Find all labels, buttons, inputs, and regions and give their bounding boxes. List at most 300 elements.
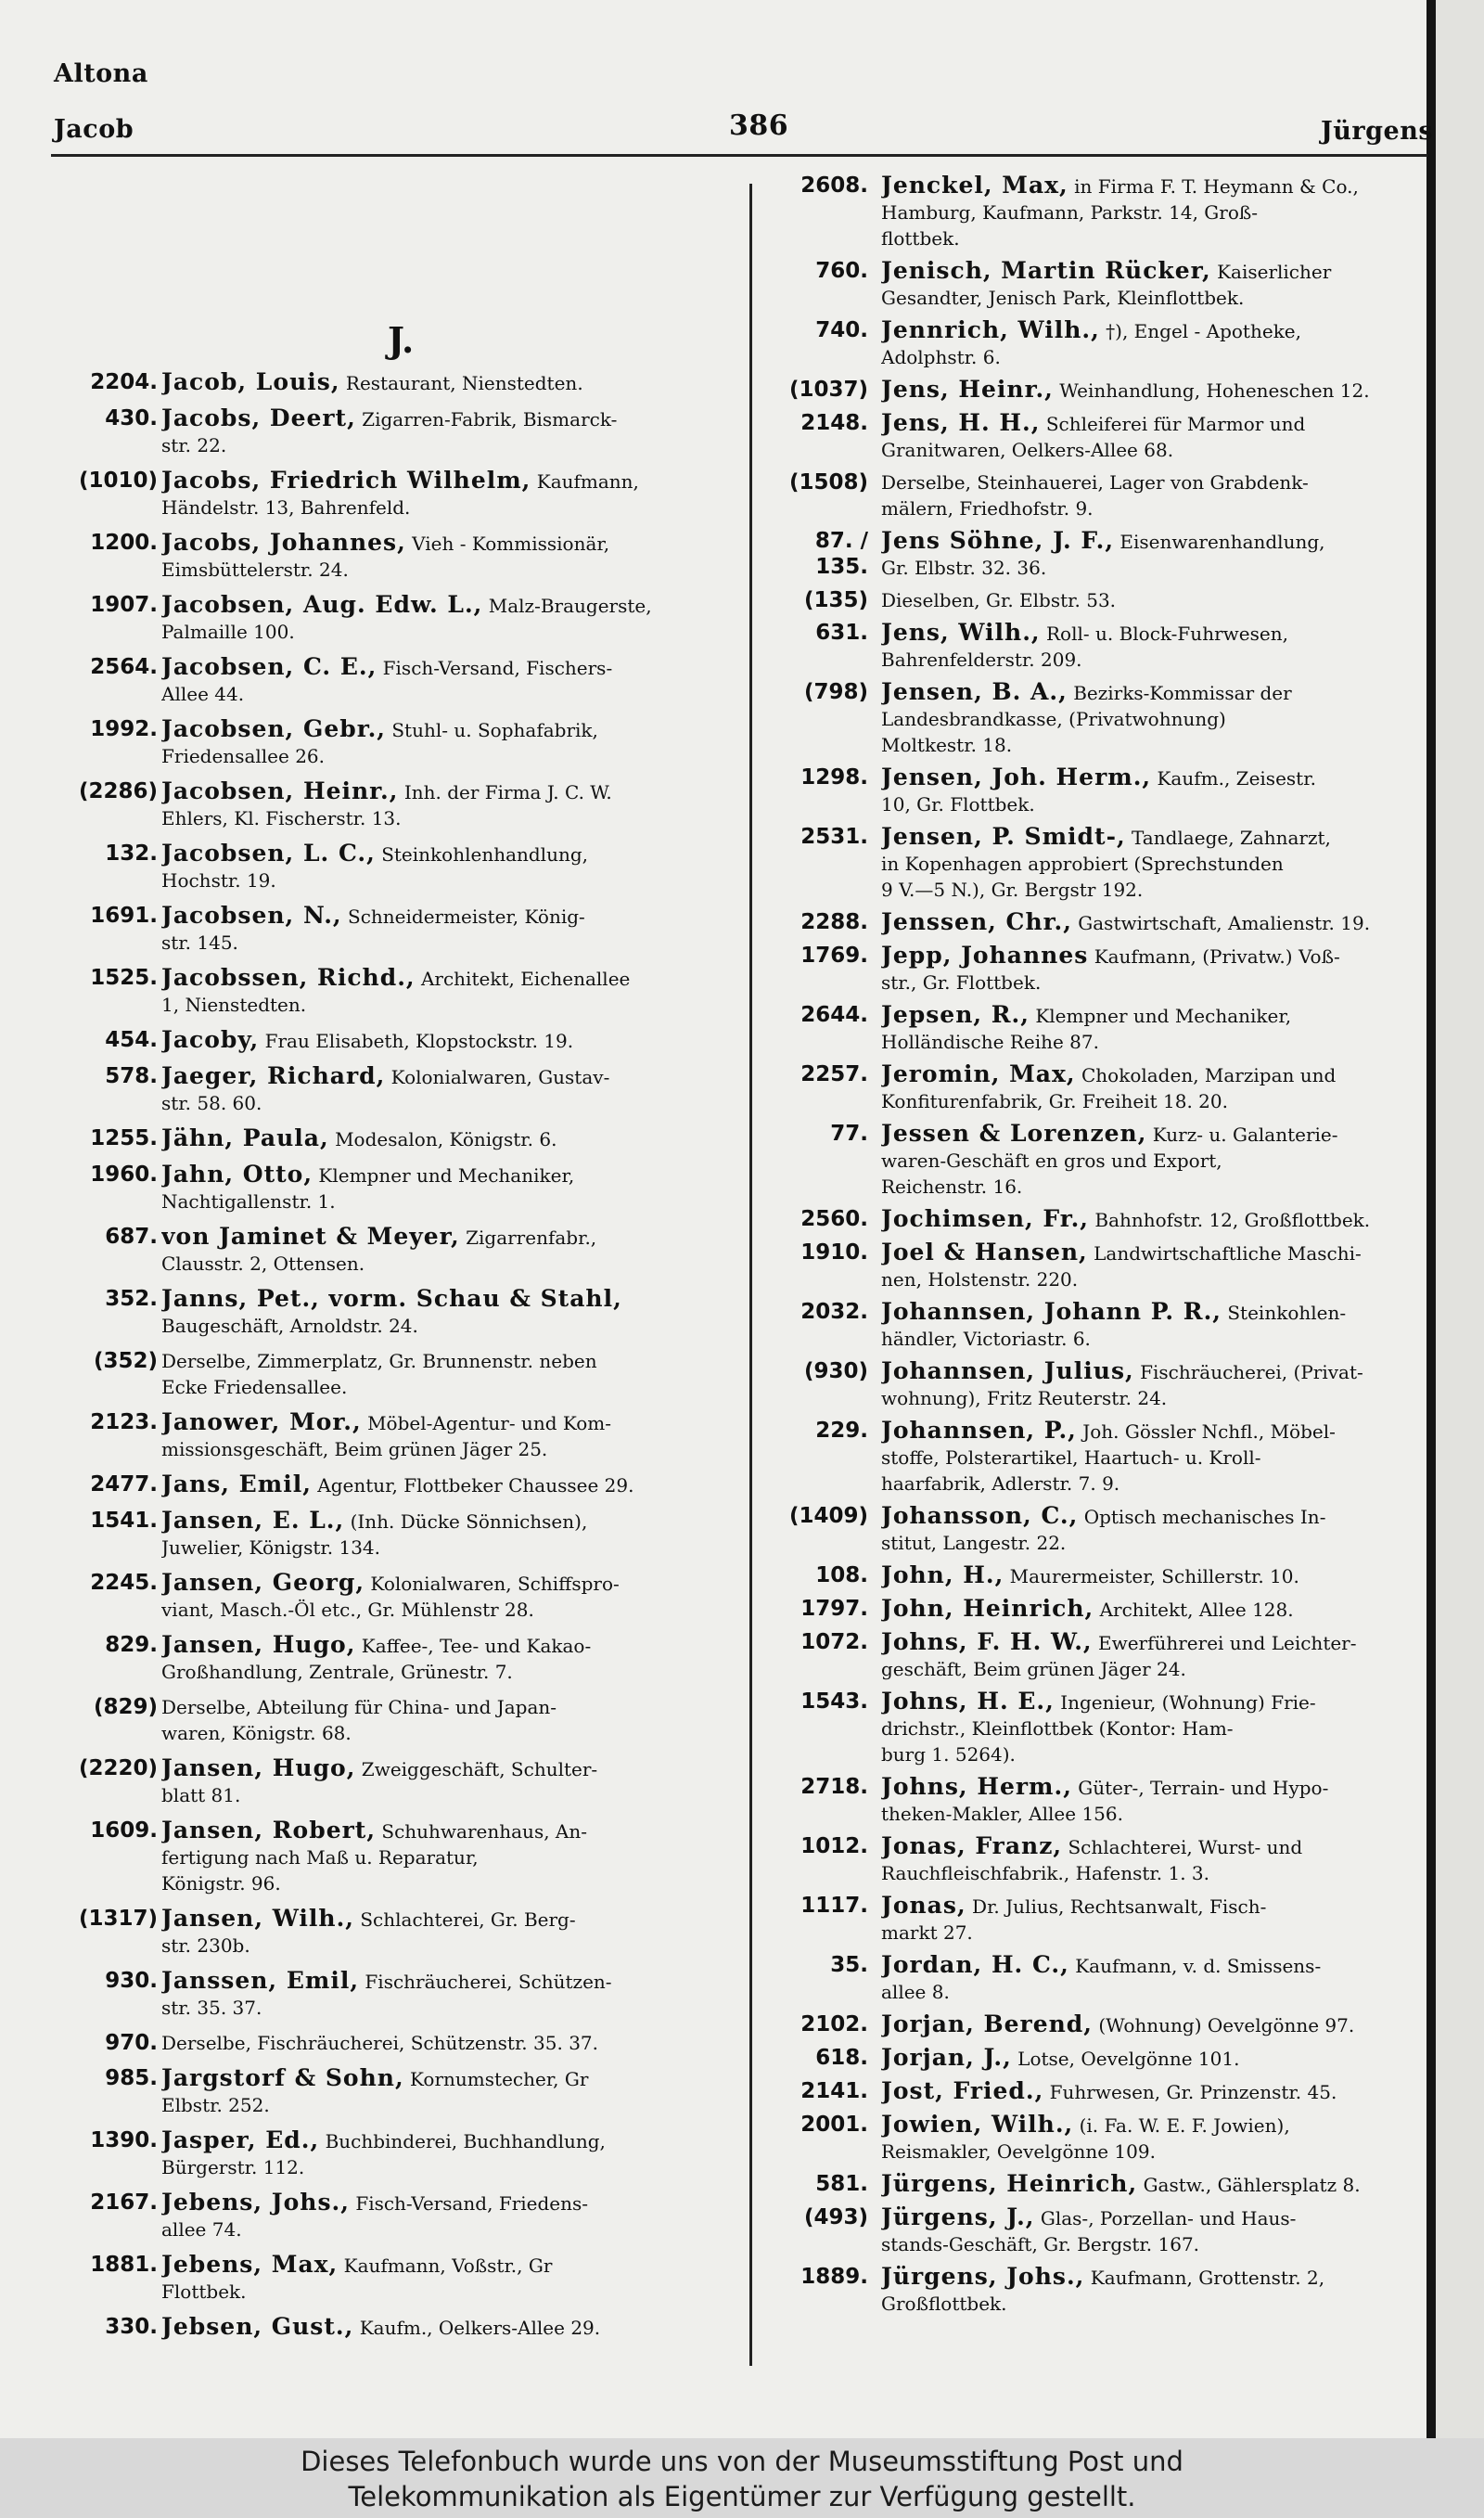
directory-entry [772, 377, 1432, 404]
entry-continuation: Friedensallee 26. [161, 745, 326, 767]
entry-text [881, 469, 1432, 521]
entry-first-line [881, 317, 1432, 344]
phone-number: 1390. [90, 2128, 158, 2152]
entry-detail: Fisch-Versand, Fischers- [382, 657, 613, 679]
phone-number: 1691. [90, 904, 158, 928]
entry-continuation: Juwelier, Königstr. 134. [161, 1536, 380, 1559]
entry-first-line [161, 654, 740, 681]
entry-detail: Kolonialwaren, Schiffspro- [370, 1573, 620, 1595]
entry-first-line [161, 2252, 740, 2279]
subscriber-name: Jens, H. H., [881, 410, 1041, 436]
directory-entry [772, 1893, 1432, 1946]
entry-continuation: Rauchfleischfabrik., Hafenstr. 1. 3. [881, 1862, 1209, 1884]
footer-line-2: Telekommunikation als Eigentümer zur Verfügung gestellt. [348, 2481, 1136, 2512]
directory-entry [56, 716, 740, 769]
phone-number: 1117. [800, 1894, 868, 1918]
phone-number: 760. [815, 259, 868, 283]
entry-text [161, 1755, 740, 1808]
phone-number: 108. [815, 1563, 868, 1587]
subscriber-name: Jebens, Max, [161, 2252, 339, 2278]
phone-number: 132. [105, 841, 158, 866]
entry-detail: Architekt, Allee 128. [1099, 1599, 1294, 1621]
entry-text [881, 1833, 1432, 1886]
entry-text [881, 377, 1432, 404]
directory-entry [56, 369, 740, 396]
phone-number: (493) [803, 2205, 868, 2229]
left-column [56, 369, 740, 2350]
entry-continuation: allee 74. [161, 2218, 242, 2241]
subscriber-name: Jacobsen, L. C., [161, 841, 376, 867]
entry-detail: Restaurant, Nienstedten. [345, 372, 583, 394]
entry-first-line [161, 1224, 740, 1251]
section-letter: J. [388, 319, 415, 361]
entry-detail: Derselbe, Fischräucherei, Schützenstr. 35. 37. [161, 2032, 598, 2054]
entry-text [881, 909, 1432, 936]
entry-first-line [161, 1818, 740, 1844]
phone-number: 35. [830, 1953, 868, 1977]
directory-entry [56, 654, 740, 707]
entry-detail: Kaufmann, Grottenstr. 2, [1090, 2267, 1325, 2289]
entry-first-line [881, 1562, 1432, 1589]
phone-number: 1200. [90, 531, 158, 555]
entry-continuation: Elbstr. 252. [161, 2094, 270, 2116]
entry-first-line [161, 2314, 740, 2341]
subscriber-name: Jepp, Johannes [881, 943, 1089, 969]
directory-entry [56, 965, 740, 1018]
directory-entry [56, 1471, 740, 1498]
entry-first-line [161, 468, 740, 495]
subscriber-name: Jahn, Otto, [161, 1162, 313, 1188]
subscriber-name: Jorjan, J., [881, 2045, 1012, 2071]
entry-text [161, 530, 740, 583]
entry-detail: (i. Fa. W. E. F. Jowien), [1079, 2114, 1290, 2137]
entry-continuation: Palmaille 100. [161, 621, 295, 643]
entry-continuation: Clausstr. 2, Ottensen. [161, 1253, 365, 1275]
subscriber-name: Jacobsen, Gebr., [161, 716, 386, 742]
subscriber-name: Jonas, Franz, [881, 1833, 1063, 1859]
directory-entry [56, 841, 740, 893]
directory-entry [772, 528, 1432, 581]
entry-continuation: Landesbrandkasse, (Privatwohnung) [881, 708, 1226, 730]
entry-continuation: allee 8. [881, 1981, 950, 2003]
entry-first-line [161, 1471, 740, 1498]
directory-entry [56, 2190, 740, 2242]
entry-first-line [161, 369, 740, 396]
entry-detail: Fuhrwesen, Gr. Prinzenstr. 45. [1049, 2081, 1337, 2103]
entry-first-line [161, 1968, 740, 1995]
phone-number: 2531. [800, 825, 868, 849]
directory-entry [772, 1358, 1432, 1411]
entry-detail: Zigarrenfabr., [466, 1227, 597, 1249]
phone-number: (1317) [78, 1907, 158, 1931]
entry-detail: Dieselben, Gr. Elbstr. 53. [881, 589, 1117, 611]
phone-number: 985. [105, 2066, 158, 2090]
entry-first-line [881, 173, 1432, 199]
directory-entry [772, 2264, 1432, 2317]
entry-first-line [161, 1125, 740, 1152]
phone-number: 2123. [90, 1410, 158, 1434]
entry-text [161, 2127, 740, 2180]
phone-number: 1910. [800, 1240, 868, 1265]
subscriber-name: Jansen, Hugo, [161, 1755, 356, 1781]
subscriber-name: Johansson, C., [881, 1503, 1079, 1529]
subscriber-name: Jacobs, Deert, [161, 405, 356, 431]
directory-entry [772, 2171, 1432, 2198]
entry-continuation: in Kopenhagen approbiert (Sprechstunden [881, 853, 1284, 875]
directory-entry [772, 1299, 1432, 1352]
entry-text [161, 1632, 740, 1685]
phone-number: 2204. [90, 370, 158, 394]
entry-first-line [881, 2045, 1432, 2072]
entry-continuation: Hamburg, Kaufmann, Parkstr. 14, Groß- [881, 201, 1259, 224]
entry-continuation: Großflottbek. [881, 2293, 1007, 2315]
entry-first-line [881, 1358, 1432, 1385]
entry-text [881, 1002, 1432, 1055]
entry-first-line [881, 1596, 1432, 1623]
entry-first-line [161, 1348, 740, 1374]
entry-detail: Steinkohlenhandlung, [381, 843, 588, 866]
entry-detail: Klempner und Mechaniker, [1035, 1005, 1292, 1027]
phone-number: (1409) [788, 1504, 868, 1528]
subscriber-name: Jacobs, Johannes, [161, 530, 406, 556]
subscriber-name: Jargstorf & Sohn, [161, 2065, 404, 2091]
directory-entry [56, 405, 740, 458]
entry-text [881, 410, 1432, 463]
entry-first-line [881, 679, 1432, 706]
entry-first-line [161, 1694, 740, 1720]
entry-continuation: Bahrenfelderstr. 209. [881, 649, 1082, 671]
directory-entry [56, 2030, 740, 2056]
directory-entry [772, 2078, 1432, 2105]
entry-first-line [881, 2011, 1432, 2038]
phone-number: 2560. [800, 1207, 868, 1231]
entry-continuation: str. 35. 37. [161, 1997, 262, 2019]
phone-number: 2288. [800, 910, 868, 934]
entry-continuation: geschäft, Beim grünen Jäger 24. [881, 1658, 1186, 1680]
entry-text [881, 2045, 1432, 2072]
entry-detail: Eisenwarenhandlung, [1119, 531, 1325, 553]
subscriber-name: Johannsen, P., [881, 1418, 1077, 1444]
entry-text [881, 1299, 1432, 1352]
entry-detail: Kaufm., Zeisestr. [1157, 767, 1316, 790]
entry-detail: Derselbe, Abteilung für China- und Japan- [161, 1696, 557, 1718]
entry-detail: †), Engel - Apotheke, [1106, 320, 1301, 342]
directory-entry [56, 2314, 740, 2341]
directory-entry [772, 1596, 1432, 1623]
entry-text [881, 1503, 1432, 1556]
entry-continuation: Adolphstr. 6. [881, 346, 1001, 368]
directory-entry [56, 1125, 740, 1152]
phone-number: 77. [830, 1122, 868, 1146]
entry-first-line [881, 377, 1432, 404]
phone-number: (135) [803, 588, 868, 612]
entry-continuation: flottbek. [881, 227, 960, 250]
entry-detail: Fischräucherei, Schützen- [365, 1971, 612, 1993]
subscriber-name: Jensen, Joh. Herm., [881, 764, 1152, 790]
directory-entry [56, 1409, 740, 1462]
entry-continuation: 9 V.—5 N.), Gr. Bergstr 192. [881, 879, 1144, 901]
phone-number: 454. [105, 1028, 158, 1052]
entry-text [881, 1206, 1432, 1233]
entry-continuation: Granitwaren, Oelkers-Allee 68. [881, 439, 1174, 461]
entry-text [881, 258, 1432, 311]
entry-detail: Derselbe, Zimmerplatz, Gr. Brunnenstr. neben [161, 1350, 597, 1372]
entry-detail: Bahnhofstr. 12, Großflottbek. [1094, 1209, 1371, 1231]
entry-continuation: str., Gr. Flottbek. [881, 971, 1042, 994]
entry-detail: Weinhandlung, Hoheneschen 12. [1059, 379, 1370, 402]
subscriber-name: Jansen, Wilh., [161, 1906, 354, 1932]
subscriber-name: Jens, Heinr., [881, 377, 1054, 403]
entry-first-line [881, 1833, 1432, 1860]
subscriber-name: Jenisch, Martin Rücker, [881, 258, 1211, 284]
subscriber-name: Jebsen, Gust., [161, 2314, 354, 2340]
entry-detail: Schlachterei, Gr. Berg- [360, 1908, 576, 1931]
entry-detail: Derselbe, Steinhauerei, Lager von Grabdenk- [881, 471, 1309, 494]
directory-entry [56, 1755, 740, 1808]
entry-text [161, 654, 740, 707]
entry-text [161, 2252, 740, 2305]
phone-number: (930) [803, 1359, 868, 1383]
footer-line-1: Dieses Telefonbuch wurde uns von der Museumsstiftung Post und [301, 2446, 1183, 2477]
entry-text [161, 778, 740, 831]
entry-text [881, 587, 1432, 613]
entry-continuation: fertigung nach Maß u. Reparatur, [161, 1846, 479, 1869]
entry-first-line [881, 528, 1432, 555]
entry-first-line [161, 2190, 740, 2216]
directory-entry [56, 1818, 740, 1896]
entry-text [881, 1240, 1432, 1292]
entry-detail: Schuhwarenhaus, An- [381, 1820, 588, 1843]
entry-continuation: viant, Masch.-Öl etc., Gr. Mühlenstr 28. [161, 1599, 534, 1621]
entry-text [161, 1818, 740, 1896]
entry-continuation: Königstr. 96. [161, 1872, 281, 1895]
directory-entry [772, 2011, 1432, 2038]
subscriber-name: Jorjan, Berend, [881, 2011, 1093, 2037]
directory-entry [56, 1224, 740, 1277]
subscriber-name: Jennrich, Wilh., [881, 317, 1100, 343]
subscriber-name: Jansen, Robert, [161, 1818, 377, 1844]
entry-first-line [881, 1503, 1432, 1530]
entry-continuation: stoffe, Polsterartikel, Haartuch- u. Kroll- [881, 1446, 1261, 1469]
entry-continuation: str. 145. [161, 931, 238, 954]
entry-first-line [881, 1240, 1432, 1266]
subscriber-name: Joel & Hansen, [881, 1240, 1088, 1265]
entry-first-line [161, 841, 740, 867]
entry-first-line [161, 2030, 740, 2056]
entry-text [161, 468, 740, 520]
subscriber-name: Jacobsen, Aug. Edw. L., [161, 592, 483, 618]
entry-detail: Güter-, Terrain- und Hypo- [1078, 1777, 1329, 1799]
entry-first-line [881, 1629, 1432, 1656]
directory-entry [772, 2204, 1432, 2257]
directory-entry [772, 620, 1432, 673]
entry-first-line [161, 1906, 740, 1933]
adjacent-page-edge [1426, 0, 1484, 2438]
directory-entry [772, 1774, 1432, 1827]
entry-text [161, 1471, 740, 1498]
entry-continuation: stitut, Langestr. 22. [881, 1532, 1067, 1554]
entry-continuation: Moltkestr. 18. [881, 734, 1013, 756]
entry-continuation: Ecke Friedensallee. [161, 1376, 348, 1398]
directory-entry [56, 1348, 740, 1400]
phone-number: (2286) [78, 779, 158, 803]
entry-detail: Zigarren-Fabrik, Bismarck- [362, 408, 618, 430]
page-number: 386 [729, 109, 789, 142]
subscriber-name: Jepsen, R., [881, 1002, 1030, 1028]
entry-continuation: wohnung), Fritz Reuterstr. 24. [881, 1387, 1168, 1409]
entry-first-line [881, 2078, 1432, 2105]
entry-first-line [881, 2204, 1432, 2231]
directory-entry [56, 1286, 740, 1339]
entry-continuation: 10, Gr. Flottbek. [881, 793, 1035, 816]
subscriber-name: Jenssen, Chr., [881, 909, 1072, 935]
entry-first-line [161, 1286, 740, 1313]
entry-continuation: markt 27. [881, 1921, 973, 1944]
phone-number: 2245. [90, 1571, 158, 1595]
entry-first-line [161, 2065, 740, 2092]
entry-detail: Vieh - Kommissionär, [412, 533, 610, 555]
entry-first-line [161, 2127, 740, 2154]
entry-text [881, 1629, 1432, 1682]
entry-continuation: 1, Nienstedten. [161, 994, 307, 1016]
entry-text [881, 2011, 1432, 2038]
directory-entry [56, 468, 740, 520]
subscriber-name: Jacobs, Friedrich Wilhelm, [161, 468, 531, 494]
entry-first-line [161, 1508, 740, 1535]
directory-entry [772, 2112, 1432, 2165]
entry-text [161, 716, 740, 769]
entry-continuation: str. 22. [161, 434, 227, 456]
phone-number: 2644. [800, 1003, 868, 1027]
subscriber-name: Jähn, Paula, [161, 1125, 329, 1151]
entry-text [881, 1061, 1432, 1114]
directory-entry [772, 943, 1432, 996]
entry-first-line [161, 716, 740, 743]
entry-first-line [161, 778, 740, 805]
entry-first-line [881, 824, 1432, 851]
directory-entry [56, 1906, 740, 1959]
phone-number: 2032. [800, 1300, 868, 1324]
entry-continuation: blatt 81. [161, 1784, 241, 1806]
entry-detail: Architekt, Eichenallee [420, 968, 631, 990]
directory-entry [56, 530, 740, 583]
entry-first-line [161, 1162, 740, 1188]
entry-detail: Kaufmann, [536, 470, 639, 493]
directory-entry [56, 2127, 740, 2180]
phone-number: 631. [815, 621, 868, 645]
entry-detail: Kornumstecher, Gr [410, 2068, 589, 2090]
phone-number: 2718. [800, 1775, 868, 1799]
entry-text [161, 1286, 740, 1339]
subscriber-name: Jordan, H. C., [881, 1952, 1069, 1978]
subscriber-name: Jaeger, Richard, [161, 1063, 386, 1089]
entry-detail: Lotse, Oevelgönne 101. [1017, 2048, 1240, 2070]
entry-detail: Maurermeister, Schillerstr. 10. [1009, 1565, 1299, 1587]
entry-continuation: Eimsbüttelerstr. 24. [161, 559, 349, 581]
entry-detail: Kaffee-, Tee- und Kakao- [361, 1635, 592, 1657]
entry-detail: Landwirtschaftliche Maschi- [1094, 1242, 1362, 1265]
phone-number: (798) [803, 680, 868, 704]
directory-entry [772, 1833, 1432, 1886]
entry-continuation: Gesandter, Jenisch Park, Kleinflottbek. [881, 287, 1245, 309]
entry-text [161, 841, 740, 893]
entry-detail: Malz-Braugerste, [488, 595, 652, 617]
directory-entry [772, 909, 1432, 936]
entry-detail: Schlachterei, Wurst- und [1068, 1836, 1303, 1858]
entry-first-line [161, 965, 740, 992]
subscriber-name: Jansen, Hugo, [161, 1632, 356, 1658]
entry-first-line [161, 1409, 740, 1436]
directory-entry [56, 1968, 740, 2021]
subscriber-name: Jacobsen, Heinr., [161, 778, 399, 804]
entry-text [881, 1952, 1432, 2005]
entry-detail: Buchbinderei, Buchhandlung, [325, 2130, 606, 2152]
entry-first-line [881, 2171, 1432, 2198]
entry-text [881, 2112, 1432, 2165]
phone-number: 578. [105, 1064, 158, 1088]
entry-detail: Inh. der Firma J. C. W. [403, 781, 612, 803]
directory-entry [772, 587, 1432, 613]
entry-detail: Schneidermeister, König- [348, 906, 585, 928]
entry-detail: Dr. Julius, Rechtsanwalt, Fisch- [972, 1895, 1267, 1918]
subscriber-name: Jeromin, Max, [881, 1061, 1076, 1087]
entry-first-line [881, 2264, 1432, 2291]
entry-text [161, 369, 740, 396]
entry-text [161, 2190, 740, 2242]
entry-first-line [881, 258, 1432, 285]
subscriber-name: John, H., [881, 1562, 1004, 1588]
entry-text [881, 2204, 1432, 2257]
directory-entry [56, 1063, 740, 1116]
subscriber-name: Jacobsen, N., [161, 903, 342, 929]
entry-text [881, 1689, 1432, 1767]
entry-continuation: Großhandlung, Zentrale, Grünestr. 7. [161, 1661, 513, 1683]
phone-number: 229. [815, 1419, 868, 1443]
entry-text [881, 2264, 1432, 2317]
entry-detail: Fischräucherei, (Privat- [1140, 1361, 1363, 1383]
entry-detail: Kaufmann, Voßstr., Gr [343, 2255, 553, 2277]
entry-detail: Klempner und Mechaniker, [318, 1164, 575, 1187]
directory-entry [56, 1027, 740, 1054]
subscriber-name: Jonas, [881, 1893, 966, 1919]
directory-entry [56, 1508, 740, 1561]
entry-continuation: mälern, Friedhofstr. 9. [881, 497, 1094, 520]
entry-text [161, 1027, 740, 1054]
entry-continuation: Allee 44. [161, 683, 245, 705]
subscriber-name: Jens, Wilh., [881, 620, 1041, 646]
phone-number: 1960. [90, 1163, 158, 1187]
directory-entry [772, 1206, 1432, 1233]
entry-first-line [881, 909, 1432, 936]
entry-first-line [881, 2112, 1432, 2139]
entry-text [161, 1224, 740, 1277]
entry-continuation: Händelstr. 13, Bahrenfeld. [161, 496, 411, 519]
subscriber-name: Jansen, Georg, [161, 1570, 365, 1596]
entry-text [161, 1906, 740, 1959]
phone-number: 2001. [800, 2113, 868, 2137]
directory-entry [772, 1689, 1432, 1767]
directory-entry [772, 317, 1432, 370]
entry-continuation: waren-Geschäft en gros und Export, [881, 1150, 1222, 1172]
phone-number: 2148. [800, 411, 868, 435]
entry-text [161, 2314, 740, 2341]
directory-entry [56, 592, 740, 645]
entry-continuation: Hochstr. 19. [161, 869, 276, 892]
entry-continuation: Ehlers, Kl. Fischerstr. 13. [161, 807, 402, 829]
phone-number: 970. [105, 2031, 158, 2055]
phone-number: (829) [93, 1695, 158, 1719]
phone-number: 1541. [90, 1509, 158, 1533]
